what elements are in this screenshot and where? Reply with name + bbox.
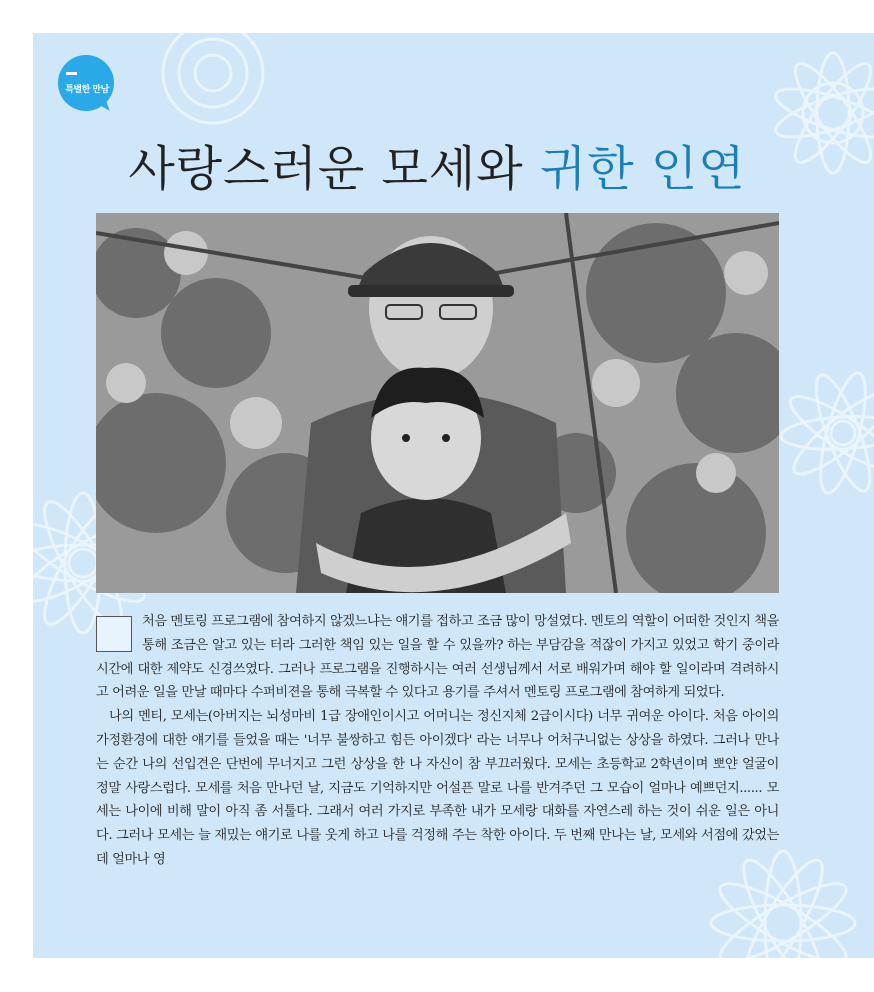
section-badge	[58, 55, 114, 111]
photo-image	[96, 213, 779, 593]
badge-label: 특별한 만남	[65, 85, 109, 95]
paragraph-1	[96, 610, 779, 705]
paragraph-1-text: 처음 멘토링 프로그램에 참여하지 않겠느냐는 얘기를 접하고 조금 많이 망설였다. 멘토의 역할이 어떠한 것인지 책을 통해 조금은 알고 있는 터라 그러한 책임 있는 일을 할 수 있을까? 하는 부담감을 적잖이 가지고 있었고 학기 중이라 시간에 대한 제약도 신경쓰였다. 그러나 프로그램을 진행하시는 여러 선생님께서 서로 배워가며 해야 할 일이라며 격려하시고 어려운 일을 만날 때마다 수퍼비젼을 통해 극복할 수 있다고 용기를 주셔서 멘토링 프로그램에 참여하게 되었다.	[96, 614, 779, 701]
paragraph-2: 나의 멘티, 모세는(아버지는 뇌성마비 1급 장애인이시고 어머니는 정신지체 2급이시다) 너무 귀여운 아이다. 처음 아이의 가정환경에 대한 얘기를 들었을 때는 '너무 불쌍하고 힘든 아이겠다' 라는 너무나 어처구니없는 상상을 하였다. 그러나 만나는 순간 나의 선입견은 단번에 무너지고 그런 상상을 한 나 자신이 참 부끄러웠다. 모세는 초등학교 2학년이며 뽀얀 얼굴이 정말 사랑스럽다. 모세를 처음 만나던 날, 지금도 기억하지만 어설픈 말로 나를 반겨주던 그 모습이 얼마나 예쁘던지...... 모세는 나이에 비해 말이 아직 좀 서툴다. 그래서 여러 가지로 부족한 내가 모세랑 대화를 자연스레 하는 것이 쉬운 일은 아니다. 그러나 모세는 늘 재밌는 얘기로 나를 웃게 하고 나를 걱정해 주는 착한 아이다. 두 번째 만나는 날, 모세와 서점에 갔었는데 얼마나 영	[96, 709, 779, 867]
badge-dash	[66, 72, 77, 75]
drop-cap-box	[96, 616, 132, 652]
title-main: 사랑스러운 모세와	[128, 141, 540, 197]
article-photo	[96, 213, 779, 593]
title-accent: 귀한 인연	[539, 141, 746, 197]
article-title	[0, 130, 874, 199]
article-body	[96, 610, 779, 872]
